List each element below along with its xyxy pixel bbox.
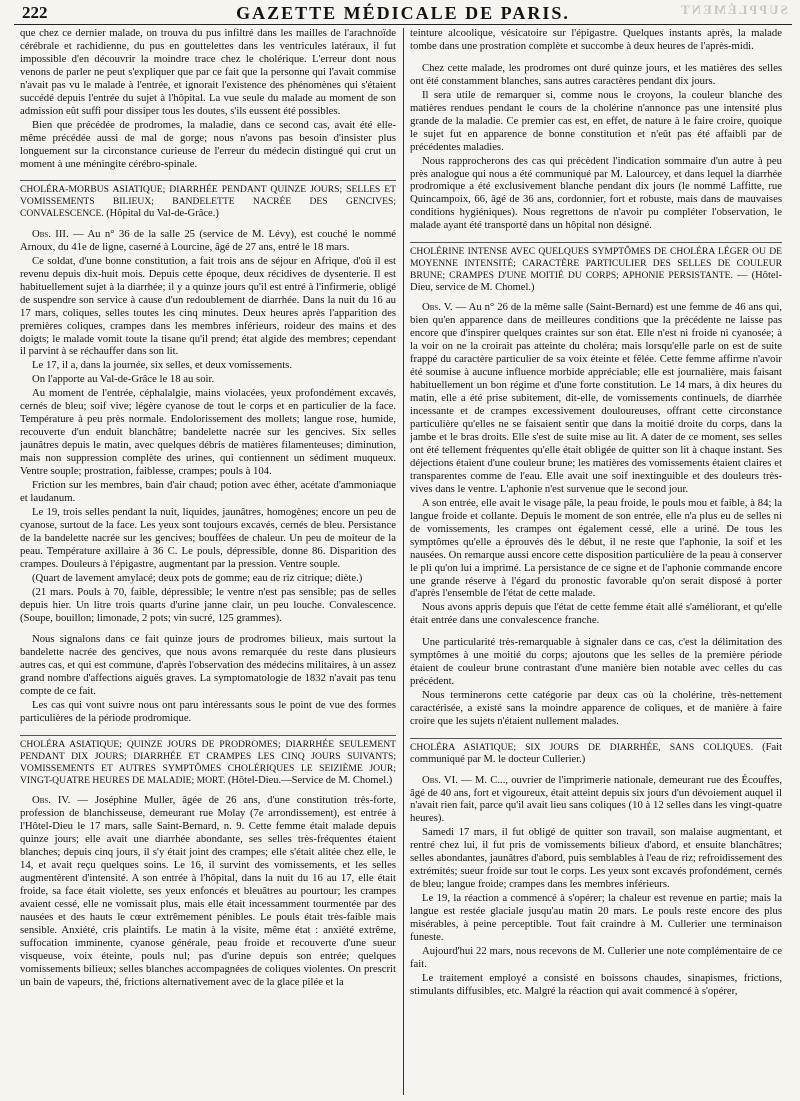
case-heading [410, 242, 782, 293]
running-title: GAZETTE MÉDICALE DE PARIS. [236, 3, 570, 23]
case-heading-text: CHOLÉRA ASIATIQUE; SIX JOURS DE DIARRHÉE, SANS COLIQUES. [410, 741, 754, 753]
page-header [14, 2, 792, 25]
observation-text: — Au n° 36 de la salle 25 (service de M. Lévy), est couché le nommé Arnoux, du 41e de ligne, caserné à Lourcine, âgé de 27 ans, entré le 18 mars. [20, 227, 396, 253]
left-column [20, 27, 396, 1097]
case-heading [20, 735, 396, 786]
observation-label: Obs. VI. [422, 773, 458, 786]
paragraph: Le 19, la réaction a commencé à s'opérer; la chaleur est revenue en partie; mais la langue est restée glaciale jusqu'au matin 20 mars. Le pouls reste encore des plus misérables, à peine perceptible. Tout fait craindre à M. Cullerier une terminaison funeste. [410, 892, 782, 944]
bleed-through-text: SUPPLÉMENT [679, 2, 788, 17]
paragraph: Nous rapprocherons des cas qui précèdent l'indication sommaire d'un autre à peu près analogue qui nous a été communiqué par M. Lalourcey, et dans lequel la diarrhée prodromique a été exclusivement blanche pendant dix jours (le nommé Laffitte, rue Quincampoix, 66, âgé de 36 ans, cordonnier, fort et robuste, mais dans de mauvaises conditions hygiéniques). Nous regrettons de n'avoir pu compléter l'observation, le malade ayant été transporté dans un hôpital non désigné. [410, 154, 782, 232]
column-divider [403, 28, 404, 1095]
case-heading-source: (Fait communiqué par M. le docteur Cullerier.) [410, 741, 782, 765]
case-heading-text: CHOLÉRA-MORBUS ASIATIQUE; DIARRHÉE PENDANT QUINZE JOURS; SELLES ET VOMISSEMENTS BILIEUX; BANDELETTE NACRÉE DES GENCIVES; CONVALESCENCE. [20, 184, 396, 220]
paragraph: Bien que précédée de prodromes, la maladie, dans ce second cas, avait été elle-même précédée aussi de mal de gorge; nous n'avons pas besoin d'insister plus longuement sur la circonstance curieuse de l'erreur du médecin distingué qui crut un moment à une méningite cérébro-spinale. [20, 118, 396, 170]
paragraph: Une particularité très-remarquable à signaler dans ce cas, c'est la délimitation des symptômes à une moitié du corps; ajoutons que les selles de la première période étaient de couleur brune contrastant d'une manière bien notable avec celles du cas précédent. [410, 636, 782, 688]
paragraph: Nous signalons dans ce fait quinze jours de prodromes bilieux, mais surtout la bandelette nacrée des gencives, que nous avons remarquée du reste dans plusieurs autres cas, et qui est commune, d'après l'observation des médecins militaires, à un assez grand nombre d'affections aiguës graves. La symptomatologie de 1832 n'avait pas tenu compte de ce fait. [20, 633, 396, 698]
observation-label: Obs. V. [422, 301, 453, 314]
paragraph: Nous terminerons cette catégorie par deux cas où la cholérine, très-nettement caractérisée, a existé sans la moindre apparence de coliques, et de manière à faire croire que les sujets n'étaient nullement malades. [410, 689, 782, 728]
paragraph: Le 17, il a, dans la journée, six selles, et deux vomissements. [32, 359, 293, 372]
paragraph: (Quart de lavement amylacé; deux pots de gomme; eau de riz citrique; diète.) [32, 571, 363, 584]
case-heading-source: (Hôtel-Dieu.—Service de M. Chomel.) [227, 774, 393, 786]
case-heading [20, 180, 396, 219]
paragraph: teinture alcoolique, vésicatoire sur l'épigastre. Quelques instants après, la malade tombe dans une prostration complète et succombe à deux heures de l'après-midi. [410, 27, 782, 52]
case-heading [410, 738, 782, 766]
paragraph: Au moment de l'entrée, céphalalgie, mains violacées, yeux profondément excavés, cernés de bleu; soif vive; légère cyanose de tout le corps et en particulier de la face. Température à peu près normale. Endolorissement des mollets; langue rose, humide, recouverte d'un enduit blanchâtre; bandelette nacrée sur les gencives. Six selles jaunâtres depuis le matin, avec quelques débris de matières filamenteuses; diminution, mais non suppression complète des urines, qui contiennent un sédiment muqueux. Ventre souple; prostration, faiblesse, crampes; pouls à 104. [20, 387, 396, 478]
paragraph: Samedi 17 mars, il fut obligé de quitter son travail, son malaise augmentant, et rentré chez lui, il fut pris de vomissements bilieux d'abord, et ensuite blanchâtres; selles abondantes, jaunâtres d'abord, puis semblables à l'eau de riz; refroidissement des extrémités; sueur froide sur tout le corps. Les yeux sont excavés profondément, cernés de bleu; langue froide; crampes dans les membres inférieurs. [410, 826, 782, 891]
paragraph: Il sera utile de remarquer si, comme nous le croyons, la couleur blanche des matières rendues pendant le cours de la cholérine n'annonce pas une intensité plus grande de la maladie. Ce premier cas est, en effet, de nature à le faire croire, quoique le sujet fut en apparence de bonne constitution et n'eût pas été affaibli par de précédentes maladies. [410, 88, 782, 153]
case-heading-source: (Hôpital du Val-de-Grâce.) [106, 208, 219, 220]
observation-label: Obs. III. [32, 227, 69, 240]
paragraph: Aujourd'hui 22 mars, nous recevons de M. Cullerier une note complémentaire de ce fait. [410, 944, 782, 970]
page-number: 222 [22, 3, 48, 22]
paragraph: Friction sur les membres, bain d'air chaud; potion avec éther, acétate d'ammoniaque et laudanum. [20, 478, 396, 504]
paragraph: (21 mars. Pouls à 70, faible, dépressible; le ventre n'est pas sensible; pas de selles depuis hier. Un litre trois quarts d'urine janne clair, un peu louche. Convalescence. (Soupe, bouillon; limonade, 2 pots; vin sucré, 125 grammes). [20, 585, 396, 624]
observation-text: — M. C..., ouvrier de l'imprimerie nationale, demeurant rue des Écouffes, âgé de 40 ans, fort et vigoureux, était atteint depuis six jours d'un dévoiement auquel il n'avait rien fait, parce qu'il avait lieu sans coliques (10 à 12 selles dans les vingt-quatre heures). [410, 773, 782, 825]
paragraph: A son entrée, elle avait le visage pâle, la peau froide, le pouls mou et faible, à 84; la langue froide et collante. Depuis le moment de son entrée, elle n'a plus eu de selles ni de vomissements, les crampes ont également cessé, elle a uriné. De tous les symptômes qu'elle a éprouvés dès le début, il ne reste que l'aphonie, la soif et les nausées. On remarque aussi encore cette disposition particulière de la peau à conserver le pli qu'on lui a imprimé. La persistance de ce signe et de l'aphonie commande encore une grande réserve à l'égard du pronostic favorable qu'on serait disposé à porter d'après l'ensemble de l'état de cette malade. [410, 496, 782, 600]
paragraph: Chez cette malade, les prodromes ont duré quinze jours, et les matières des selles ont été constamment blanches, sans autres caractères pendant dix jours. [410, 61, 782, 87]
observation-text: — Au n° 26 de la même salle (Saint-Bernard) est une femme de 46 ans qui, bien qu'en apparence dans de meilleures conditions que la précédente ne laisse pas encore que d'inspirer quelques craintes sur son état. Elle n'est ni froide ni cyanosée; à la voir on ne la croirait pas atteinte du choléra; mais lorsqu'elle parle on est de suite frappé du caractère particulier de sa voix éteinte et fêlée. Cette femme affirme n'avoir été soumise à aucune influence morbide appréciable; elle est journalière, mais faisant habituellement un bon régime et d'une forte constitution. Le 14 mars, à dix heures du matin, elle a été prise subitement, dit-elle, de vomissements continuels, de diarrhée incessante et de crampes excessivement douloureuses, offrant cette circonstance particulière qu'elles ne se faisaient sentir que dans la moitié droite du corps, dans la jambe et le bras droits. Elle s'est de suite mise au lit. A dater de ce moment, ses selles ont été tellement fréquentes qu'elle était obligée de quitter son lit à chaque instant. Ses déjections étaient d'une couleur brune; les matières des vomissements étaient claires et transparentes comme de l'eau. Elle avait une soif inextinguible et des douleurs très-vives dans le ventre. L'aphonie n'est survenue que le second jour. [410, 301, 782, 495]
case-heading-text: CHOLÉRA ASIATIQUE; QUINZE JOURS DE PRODROMES; DIARRHÉE SEULEMENT PENDANT DIX JOURS; DIARRHÉE ET CRAMPES LES CINQ JOURS SUIVANTS; VOMISSEMENTS ET AUTRES SYMPTÔMES CHOLÉRIQUES LE SEIZIÈME JOUR; VINGT-QUATRE HEURES DE MALADIE; MORT. [20, 739, 396, 786]
paragraph: Nous avons appris depuis que l'état de cette femme était allé s'améliorant, et qu'elle était entrée dans une convalescence franche. [410, 601, 782, 627]
paragraph: On l'apporte au Val-de-Grâce le 18 au soir. [32, 373, 215, 386]
paragraph: Le traitement employé a consisté en boissons chaudes, sinapismes, frictions, stimulants diffusibles, etc. Malgré la réaction qui avait commencé à s'opérer, [410, 971, 782, 997]
observation-text: — Joséphine Muller, âgée de 26 ans, d'une constitution très-forte, profession de blanchisseuse, demeurant rue Molay (7e arrondissement), est entrée à l'Hôtel-Dieu le 17 mars, salle Saint-Bernard, n. 9. Cette femme était malade depuis quinze jours; elle avait une diarrhée abondante, ses selles très-fréquentes étaient blanches; depuis cinq jours, il s'y était joint des crampes; elle s'était alitée chez elle, le 14, et avait reçu quelques soins. Le 16, il survint des vomissements, et les selles augmentèrent d'intensité. A son entrée à l'hôpital, dans la nuit du 16 au 17, elle était froide, sa face était violette, ses yeux enfoncés et bleuâtres au pourtour; les crampes avaient cessé, elle ne vomissait plus, mais elle était incessamment tourmentée par des nausées et des hauts le cœur extrêmement pénibles. Le pouls était très-faible mais sensible. Anxiété, cris plaintifs. Le matin à la visite, même état : anxiété extrême, suffocation imminente, cyanose générale, peau froide et recouverte d'une sueur visqueuse, voix éteinte, pouls nul; pas d'urine depuis son entrée; quelques vomissements bilieux; selles blanches accompagnées de coliques violentes. On prescrit un bain de vapeurs, thé, frictions alternativement avec de la glace pilée et la [20, 794, 396, 988]
paragraph: Ce soldat, d'une bonne constitution, a fait trois ans de séjour en Afrique, d'où il est revenu depuis dix-huit mois. Depuis cette époque, deux récidives de dysenterie. Il est habituellement sujet à la diarrhée; il y a quinze jours qu'il est entré à l'infirmerie, obligé de suspendre son service à cause d'un redoublement de diarrhée. Dans la nuit du 16 au 17 mars, coliques, selles toutes les cinq minutes. Deux heures après l'apparition des premières coliques, crampes dans les membres inférieurs, roideur des mains et des doigts; le malade vomit toute la tisane qu'il prend; état algide des membres; cependant il parvint à se réchauffer dans son lit. [20, 254, 396, 358]
observation-label: Obs. IV. [32, 794, 71, 807]
case-heading-text: CHOLÉRINE INTENSE AVEC QUELQUES SYMPTÔMES DE CHOLÉRA LÉGER OU DE MOYENNE INTENSITÉ; CARACTÈRE PARTICULIER DES SELLES DE COULEUR BRUNE; CRAMPES D'UNE MOITIÉ DU CORPS; APHONIE PERSISTANTE. [410, 246, 782, 281]
paragraph: que chez ce dernier malade, on trouva du pus infiltré dans les mailles de l'arachnoïde cérébrale et rachidienne, du pus en gouttelettes dans les ventricules latéraux, il fut impossible d'en découvrir la moindre trace chez le cholérique. L'erreur dont nous venons de parler ne peut s'expliquer que par ce fait que la personne qui l'avait commise n'avait pas vu le malade à l'entrée, et ignorait l'existence des phénomènes qui s'étaient succédé depuis l'entrée du sujet à l'hôpital. La vue seule du malade au moment de son admission eût suffi pour dissiper tous les doutes, s'ils eussent été possibles. [20, 27, 396, 117]
paragraph: Le 19, trois selles pendant la nuit, liquides, jaunâtres, homogènes; encore un peu de cyanose, surtout de la face. Les yeux sont toujours excavés, cernés de bleu. Persistance de la bandelette nacrée sur les gencives; bouffées de chaleur. Un peu de moiteur de la peau. Température axillaire à 36 C. Le pouls, dépressible, donne 86. Disparition des crampes. Douleurs à l'épigastre, augmentant par la pression. Ventre souple. [20, 505, 396, 570]
right-column [410, 27, 782, 1097]
paragraph: Les cas qui vont suivre nous ont paru intéressants sous le point de vue des formes particulières de la période prodromique. [20, 699, 396, 725]
case-heading-source: — (Hôtel-Dieu, service de M. Chomel.) [410, 269, 782, 293]
